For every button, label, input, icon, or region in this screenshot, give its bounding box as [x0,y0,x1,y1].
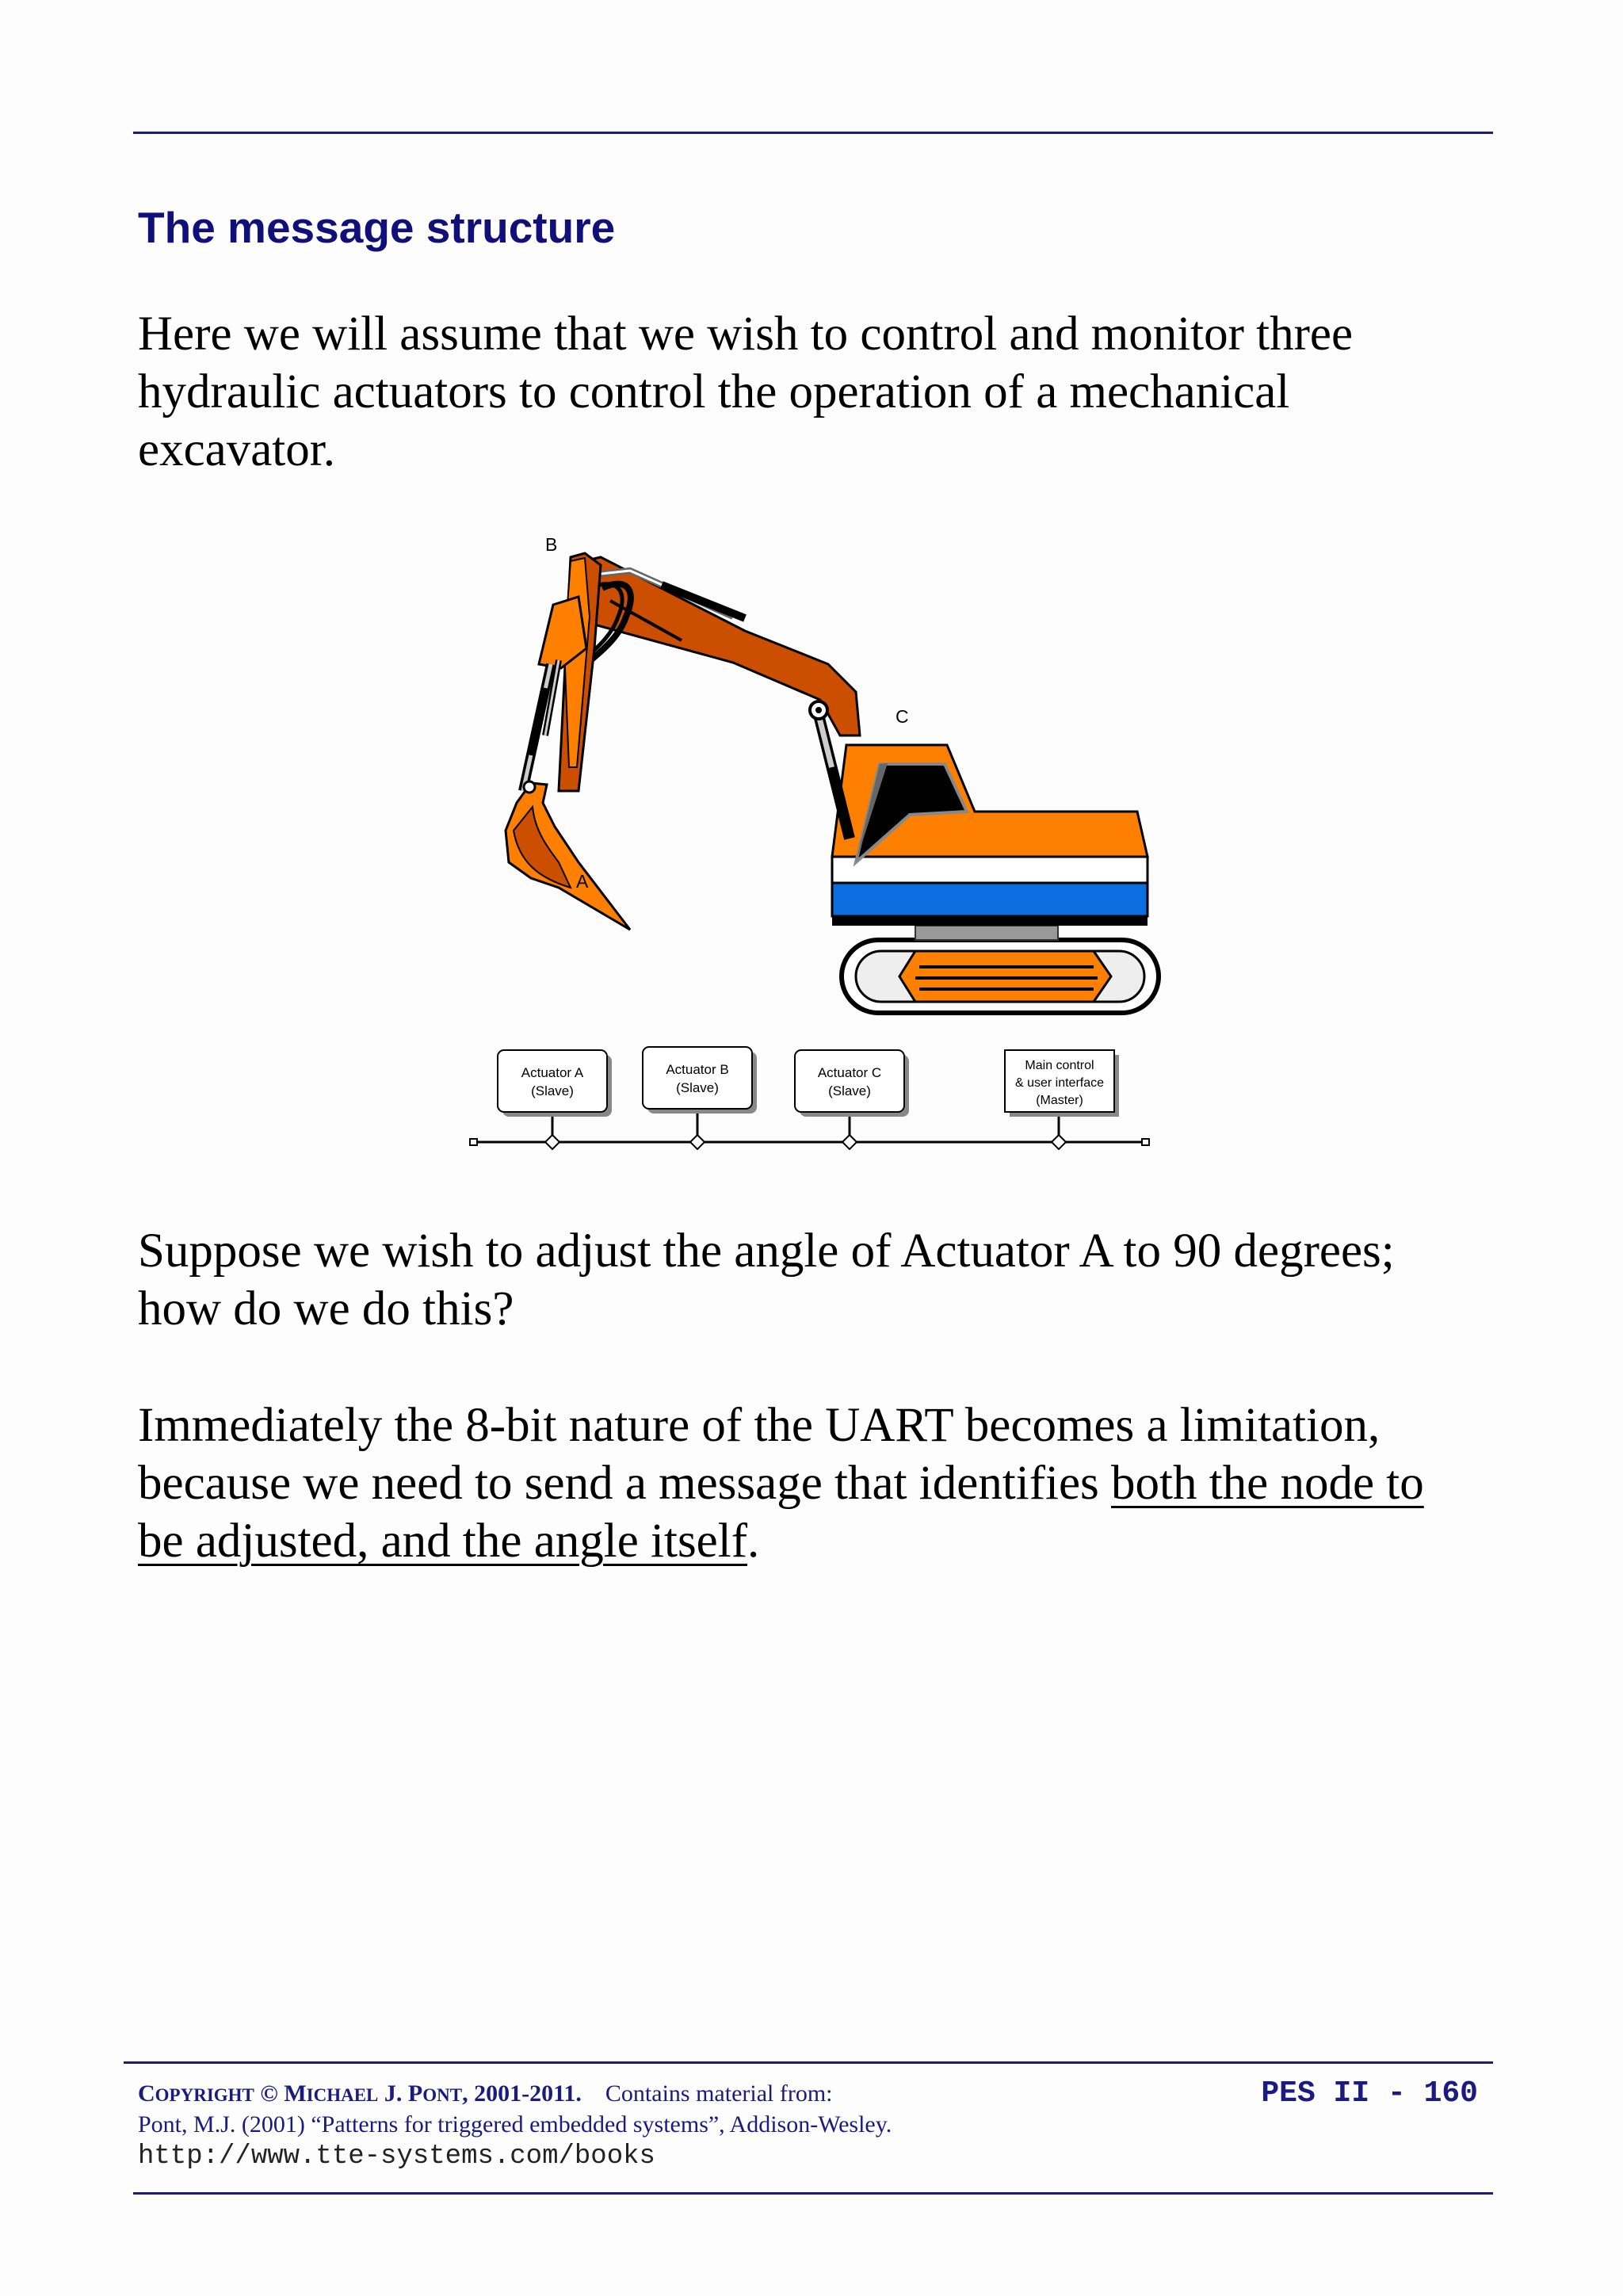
node-actuator-c [795,1050,909,1117]
question-line: Suppose we wish to adjust the angle of Actuator A to 90 degrees; [138,1224,1395,1278]
node-label: Main control [1025,1059,1094,1072]
excavator-tracks [842,926,1159,1013]
footer-url: http://www.tte-systems.com/books [138,2141,655,2172]
limitation-text: . [747,1515,760,1568]
footer-copyright: COPYRIGHT © MICHAEL J. PONT, 2001-2011. Contains material from: [138,2080,833,2107]
intro-paragraph [138,305,1353,479]
node-label: (Slave) [531,1083,574,1098]
excavator-bucket [506,781,630,930]
page-number: PES II - 160 [1261,2076,1478,2111]
network-bus [470,1113,1149,1149]
label-a: A [576,871,589,892]
intro-line: hydraulic actuators to control the operation of a mechanical [138,365,1290,418]
limitation-underlined: both the node to [1111,1457,1424,1510]
limitation-paragraph [138,1396,1424,1570]
intro-line: Here we will assume that we wish to control and monitor three [138,308,1354,361]
footer-citation: Pont, M.J. (2001) “Patterns for triggered embedded systems”, Addison-Wesley. [138,2111,892,2137]
excavator-network-figure [460,529,1173,1156]
node-label: Actuator C [817,1065,882,1080]
node-label: (Master) [1036,1094,1083,1107]
node-actuator-a [498,1050,612,1117]
node-label: Actuator B [666,1062,729,1077]
node-actuator-b [643,1047,757,1114]
limitation-text: because we need to send a message that identifies [138,1457,1112,1510]
label-c: C [896,706,909,727]
intro-line: excavator. [138,423,335,476]
footer-rule [124,2061,1493,2064]
question-line: how do we do this? [138,1282,514,1335]
label-b: B [545,534,558,555]
node-label: (Slave) [676,1080,719,1095]
header-rule [133,132,1493,134]
page-title: The message structure [138,203,616,252]
limitation-line: Immediately the 8-bit nature of the UART becomes a limitation, [138,1399,1381,1452]
node-label: Actuator A [521,1065,584,1080]
footer-rule [133,2192,1493,2195]
node-label: (Slave) [828,1083,871,1098]
cylinder-a [523,660,559,791]
question-paragraph [138,1222,1395,1338]
node-label: & user interface [1014,1076,1105,1090]
limitation-underlined: be adjusted, and the angle itself [138,1515,748,1568]
excavator-body [832,745,1148,926]
node-main-control [1005,1050,1119,1117]
